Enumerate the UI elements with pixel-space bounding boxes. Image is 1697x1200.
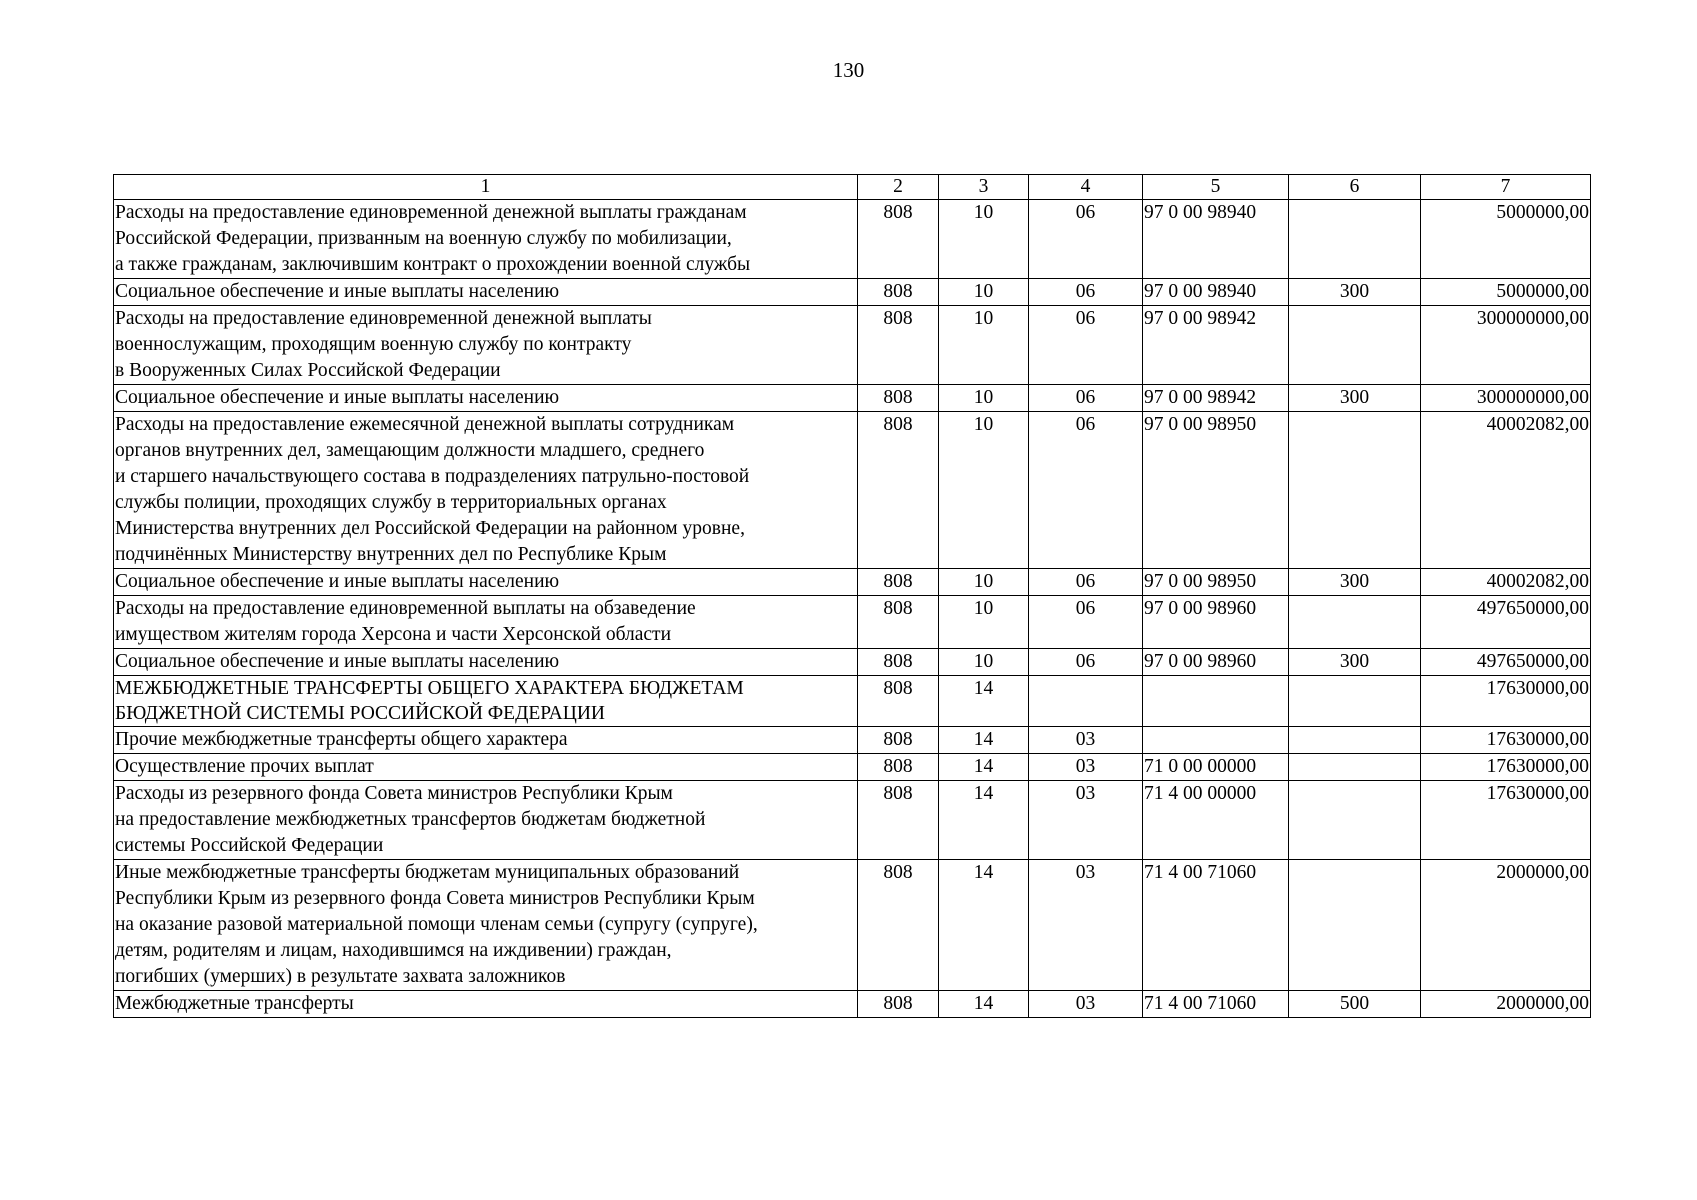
row-amount-cell: 497650000,00 [1421,596,1591,649]
row-subsection-cell: 06 [1029,279,1143,306]
row-amount-cell: 300000000,00 [1421,306,1591,385]
row-section-cell: 14 [939,781,1029,860]
header-col-5: 5 [1143,175,1289,200]
row-expense-type-cell [1289,200,1421,279]
row-expense-type-cell [1289,596,1421,649]
row-expense-type-cell [1289,306,1421,385]
row-subsection-cell: 06 [1029,649,1143,676]
row-subsection-cell: 03 [1029,754,1143,781]
row-expense-type-cell [1289,781,1421,860]
table-row [114,306,1591,385]
row-target-article-cell [1143,727,1289,754]
row-amount-cell: 2000000,00 [1421,860,1591,991]
table-row [114,781,1591,860]
row-expense-type-cell [1289,754,1421,781]
row-section-cell: 14 [939,991,1029,1018]
row-subsection-cell: 06 [1029,412,1143,569]
row-admin-code-cell: 808 [858,279,939,306]
row-amount-cell: 40002082,00 [1421,412,1591,569]
row-name-cell: Расходы на предоставление единовременной выплаты на обзаведение имуществом жителям города Херсона и части Херсонской области [114,596,858,649]
table-row [114,569,1591,596]
row-name-cell: Социальное обеспечение и иные выплаты населению [114,569,858,596]
row-expense-type-cell: 500 [1289,991,1421,1018]
row-admin-code-cell: 808 [858,412,939,569]
row-section-cell: 10 [939,569,1029,596]
row-target-article-cell: 71 4 00 71060 [1143,991,1289,1018]
table-row [114,200,1591,279]
budget-table [113,174,1591,1018]
row-name-cell: Социальное обеспечение и иные выплаты населению [114,279,858,306]
row-admin-code-cell: 808 [858,596,939,649]
row-section-cell: 10 [939,306,1029,385]
row-section-cell: 14 [939,754,1029,781]
row-target-article-cell: 97 0 00 98960 [1143,596,1289,649]
table-row [114,385,1591,412]
row-target-article-cell: 97 0 00 98942 [1143,385,1289,412]
row-admin-code-cell: 808 [858,991,939,1018]
row-target-article-cell: 97 0 00 98950 [1143,569,1289,596]
row-amount-cell: 2000000,00 [1421,991,1591,1018]
table-row [114,596,1591,649]
header-col-3: 3 [939,175,1029,200]
table-row [114,412,1591,569]
table-row [114,727,1591,754]
header-col-2: 2 [858,175,939,200]
row-amount-cell: 40002082,00 [1421,569,1591,596]
row-section-cell: 14 [939,860,1029,991]
row-target-article-cell: 71 0 00 00000 [1143,754,1289,781]
header-col-1: 1 [114,175,858,200]
row-admin-code-cell: 808 [858,781,939,860]
row-expense-type-cell [1289,412,1421,569]
row-expense-type-cell [1289,676,1421,727]
row-admin-code-cell: 808 [858,385,939,412]
table-row [114,676,1591,727]
row-name-cell: Социальное обеспечение и иные выплаты населению [114,385,858,412]
page-number: 130 [832,58,865,82]
row-amount-cell: 5000000,00 [1421,200,1591,279]
row-name-cell: Социальное обеспечение и иные выплаты населению [114,649,858,676]
row-section-cell: 10 [939,279,1029,306]
row-admin-code-cell: 808 [858,860,939,991]
row-name-cell: Расходы из резервного фонда Совета министров Республики Крым на предоставление межбюджетных трансфертов бюджетам бюджетной системы Российской Федерации [114,781,858,860]
row-section-cell: 10 [939,200,1029,279]
header-col-6: 6 [1289,175,1421,200]
table-row [114,991,1591,1018]
row-subsection-cell: 06 [1029,200,1143,279]
row-amount-cell: 17630000,00 [1421,727,1591,754]
row-subsection-cell: 06 [1029,385,1143,412]
row-subsection-cell: 03 [1029,727,1143,754]
row-expense-type-cell: 300 [1289,279,1421,306]
row-expense-type-cell: 300 [1289,569,1421,596]
row-admin-code-cell: 808 [858,200,939,279]
row-amount-cell: 497650000,00 [1421,649,1591,676]
row-target-article-cell: 71 4 00 71060 [1143,860,1289,991]
row-expense-type-cell [1289,727,1421,754]
row-expense-type-cell [1289,860,1421,991]
row-name-cell: Расходы на предоставление единовременной денежной выплаты гражданам Российской Федерации, призванным на военную службу по мобилизации, а также гражданам, заключившим контракт о прохождении военной службы [114,200,858,279]
header-col-7: 7 [1421,175,1591,200]
row-expense-type-cell: 300 [1289,385,1421,412]
table-row [114,754,1591,781]
row-name-cell: Расходы на предоставление ежемесячной денежной выплаты сотрудникам органов внутренних дел, замещающим должности младшего, среднего и старшего начальствующего состава в подразделениях патрульно-постовой службы полиции, проходящих службу в территориальных органах Министерства внутренних дел Российской Федерации на районном уровне, подчинённых Министерству внутренних дел по Республике Крым [114,412,858,569]
row-subsection-cell: 03 [1029,860,1143,991]
header-col-4: 4 [1029,175,1143,200]
row-section-cell: 10 [939,385,1029,412]
row-section-cell: 10 [939,596,1029,649]
row-expense-type-cell: 300 [1289,649,1421,676]
row-name-cell: МЕЖБЮДЖЕТНЫЕ ТРАНСФЕРТЫ ОБЩЕГО ХАРАКТЕРА БЮДЖЕТАМ БЮДЖЕТНОЙ СИСТЕМЫ РОССИЙСКОЙ ФЕДЕРАЦИИ [114,676,858,727]
row-subsection-cell: 06 [1029,569,1143,596]
row-target-article-cell [1143,676,1289,727]
row-target-article-cell: 71 4 00 00000 [1143,781,1289,860]
row-name-cell: Прочие межбюджетные трансферты общего характера [114,727,858,754]
table-row [114,649,1591,676]
table-body [114,200,1591,1018]
row-subsection-cell [1029,676,1143,727]
row-amount-cell: 300000000,00 [1421,385,1591,412]
row-admin-code-cell: 808 [858,754,939,781]
row-target-article-cell: 97 0 00 98940 [1143,200,1289,279]
row-target-article-cell: 97 0 00 98940 [1143,279,1289,306]
row-admin-code-cell: 808 [858,727,939,754]
row-subsection-cell: 03 [1029,991,1143,1018]
row-admin-code-cell: 808 [858,569,939,596]
row-name-cell: Осуществление прочих выплат [114,754,858,781]
row-section-cell: 14 [939,676,1029,727]
row-amount-cell: 17630000,00 [1421,676,1591,727]
row-amount-cell: 17630000,00 [1421,754,1591,781]
row-subsection-cell: 06 [1029,306,1143,385]
table-header-row [114,175,1591,200]
row-name-cell: Межбюджетные трансферты [114,991,858,1018]
row-name-cell: Иные межбюджетные трансферты бюджетам муниципальных образований Республики Крым из резервного фонда Совета министров Республики Крым на оказание разовой материальной помощи членам семьи (супругу (супруге), детям, родителям и лицам, находившимся на иждивении) граждан, погибших (умерших) в результате захвата заложников [114,860,858,991]
row-name-cell: Расходы на предоставление единовременной денежной выплаты военнослужащим, проходящим военную службу по контракту в Вооруженных Силах Российской Федерации [114,306,858,385]
row-subsection-cell: 03 [1029,781,1143,860]
row-subsection-cell: 06 [1029,596,1143,649]
row-amount-cell: 17630000,00 [1421,781,1591,860]
table-row [114,279,1591,306]
row-section-cell: 10 [939,649,1029,676]
row-admin-code-cell: 808 [858,676,939,727]
row-target-article-cell: 97 0 00 98950 [1143,412,1289,569]
row-section-cell: 14 [939,727,1029,754]
row-target-article-cell: 97 0 00 98942 [1143,306,1289,385]
row-amount-cell: 5000000,00 [1421,279,1591,306]
row-admin-code-cell: 808 [858,649,939,676]
row-section-cell: 10 [939,412,1029,569]
table-row [114,860,1591,991]
row-admin-code-cell: 808 [858,306,939,385]
row-target-article-cell: 97 0 00 98960 [1143,649,1289,676]
